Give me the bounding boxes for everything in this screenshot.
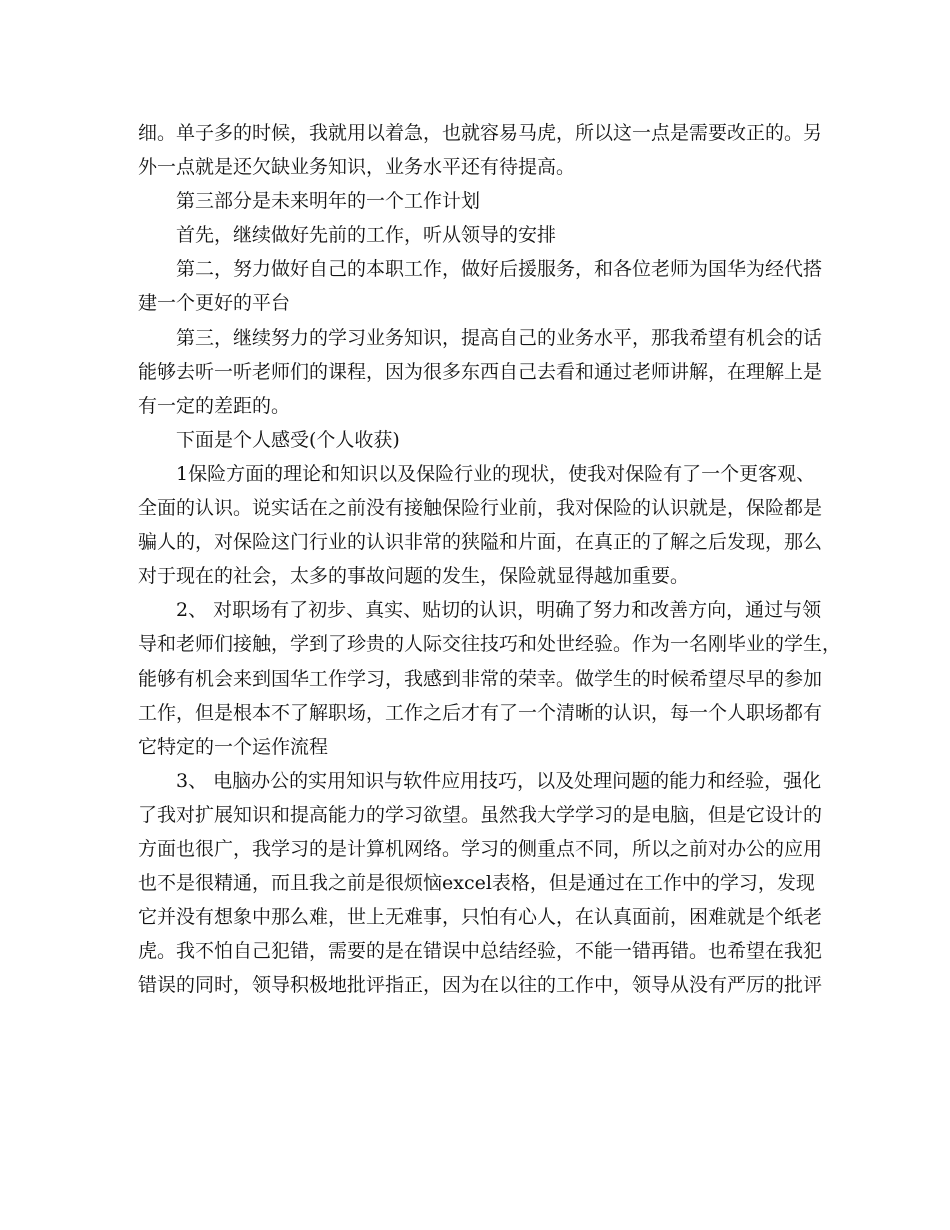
- text-line: 导和老师们接触，学到了珍贵的人际交往技巧和处世经验。作为一名刚毕业的学生，: [138, 633, 842, 656]
- text-line: 了我对扩展知识和提高能力的学习欲望。虽然我大学学习的是电脑，但是它设计的: [138, 803, 823, 826]
- text-line: 有一定的差距的。: [138, 394, 291, 417]
- text-line: 1保险方面的理论和知识以及保险行业的现状，使我对保险有了一个更客观、: [176, 462, 816, 485]
- text-line: 能够有机会来到国华工作学习，我感到非常的荣幸。做学生的时候希望尽早的参加: [138, 667, 823, 690]
- text-line: 虎。我不怕自己犯错，需要的是在错误中总结经验，不能一错再错。也希望在我犯: [138, 940, 823, 963]
- text-line: 错误的同时，领导积极地批评指正，因为在以往的工作中，领导从没有严厉的批评: [138, 974, 823, 997]
- text-line: 对于现在的社会，太多的事故问题的发生，保险就显得越加重要。: [138, 565, 690, 588]
- text-line: 第三，继续努力的学习业务知识，提高自己的业务水平，那我希望有机会的话: [176, 326, 823, 349]
- text-line: 它并没有想象中那么难，世上无难事，只怕有心人，在认真面前，困难就是个纸老: [138, 906, 823, 929]
- text-line: 工作，但是根本不了解职场，工作之后才有了一个清晰的认识，每一个人职场都有: [138, 701, 823, 724]
- text-line: 首先，继续做好先前的工作，听从领导的安排: [176, 224, 557, 247]
- section-heading: 下面是个人感受(个人收获): [176, 428, 400, 451]
- section-heading: 第三部分是未来明年的一个工作计划: [176, 190, 481, 213]
- text-line: 能够去听一听老师们的课程，因为很多东西自己去看和通过老师讲解，在理解上是: [138, 360, 823, 383]
- body-text: [138, 116, 842, 1002]
- text-line: 骗人的，对保险这门行业的认识非常的狭隘和片面，在真正的了解之后发现，那么: [138, 531, 823, 554]
- text-line: 方面也很广，我学习的是计算机网络。学习的侧重点不同，所以之前对办公的应用: [138, 837, 823, 860]
- text-line: 细。单子多的时候，我就用以着急，也就容易马虎，所以这一点是需要改正的。另: [138, 122, 823, 144]
- text-line: 建一个更好的平台: [138, 292, 291, 315]
- text-line: 第二，努力做好自己的本职工作，做好后援服务，和各位老师为国华为经代搭: [176, 258, 823, 281]
- text-line: 它特定的一个运作流程: [138, 735, 329, 758]
- text-line: 全面的认识。说实话在之前没有接触保险行业前，我对保险的认识就是，保险都是: [138, 497, 823, 520]
- text-line: 3、 电脑办公的实用知识与软件应用技巧，以及处理问题的能力和经验，强化: [176, 769, 822, 792]
- text-line: 也不是很精通，而且我之前是很烦恼excel表格，但是通过在工作中的学习，发现: [138, 872, 815, 895]
- text-line: 2、 对职场有了初步、真实、贴切的认识，明确了努力和改善方向，通过与领: [176, 599, 822, 622]
- text-line: 外一点就是还欠缺业务知识，业务水平还有待提高。: [138, 156, 576, 179]
